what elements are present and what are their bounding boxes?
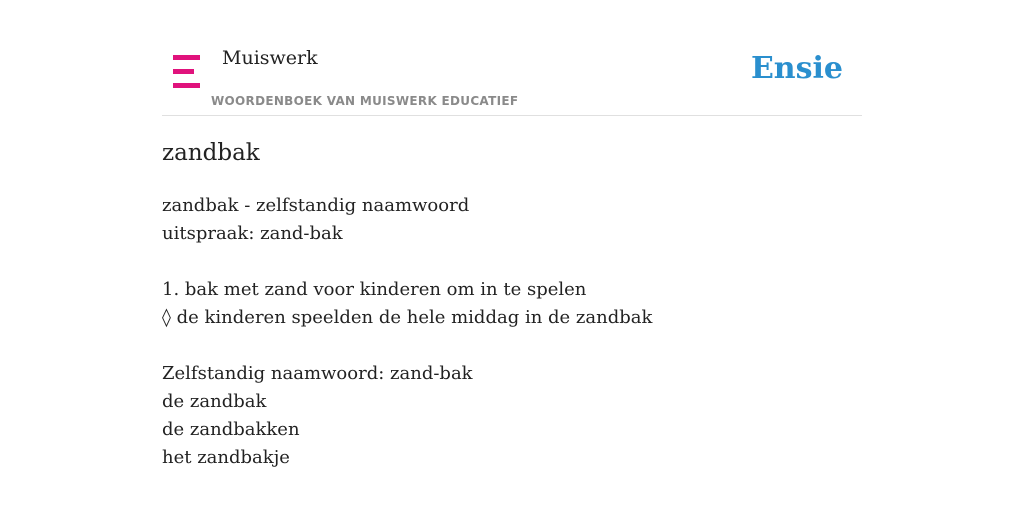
inflection-plural: de zandbakken [162,419,300,440]
pronunciation-line: uitspraak: zand-bak [162,223,343,244]
muiswerk-logo-icon[interactable] [173,55,200,88]
spacer-line [162,248,862,276]
page-container [162,0,862,512]
inflection-singular: de zandbak [162,391,267,412]
ensie-brand-link[interactable]: Ensie [750,51,843,86]
site-name-link[interactable]: Muiswerk [222,47,318,69]
example-line: ◊ de kinderen speelden de hele middag in de zandbak [162,307,653,328]
definition-body [162,192,862,472]
word-class-line: zandbak - zelfstandig naamwoord [162,195,470,216]
page-title: zandbak [162,140,260,166]
spacer-line [162,332,862,360]
inflection-diminutive: het zandbakje [162,447,290,468]
logo-bar-top [173,55,200,60]
site-header [162,0,862,116]
inflection-heading: Zelfstandig naamwoord: zand-bak [162,363,473,384]
logo-bar-bottom [173,83,200,88]
logo-bar-middle [173,69,194,74]
dictionary-subtitle: WOORDENBOEK VAN MUISWERK EDUCATIEF [211,94,519,108]
definition-line: 1. bak met zand voor kinderen om in te spelen [162,279,587,300]
